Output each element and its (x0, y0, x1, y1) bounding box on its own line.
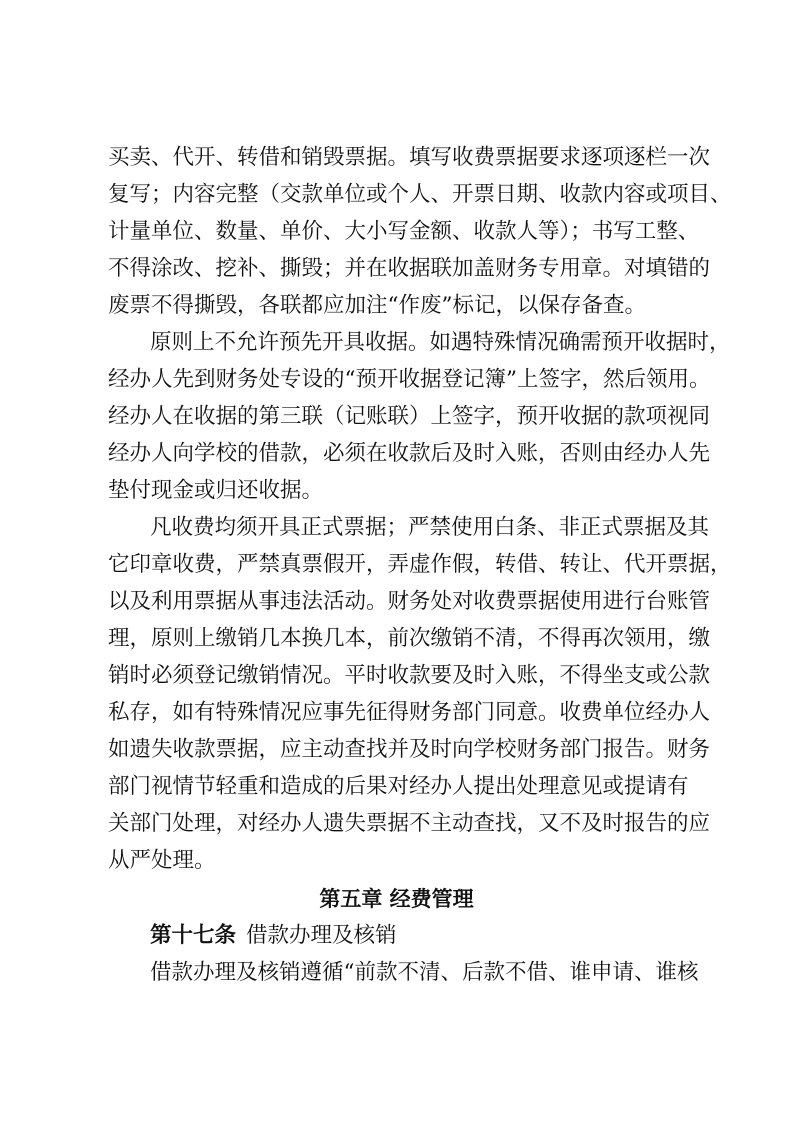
paragraph-2-line-5: 垫付现金或归还收据。 (108, 478, 324, 503)
article-title: 借款办理及核销 (246, 923, 397, 948)
paragraph-3-line-4: 理，原则上缴销几本换几本，前次缴销不清，不得再次领用，缴 (108, 626, 711, 651)
paragraph-2-line-4: 经办人向学校的借款，必须在收款后及时入账，否则由经办人先 (108, 441, 711, 466)
paragraph-1-line-4: 不得涂改、挖补、撕毁；并在收据联加盖财务专用章。对填错的 (108, 256, 711, 281)
paragraph-3-line-2: 它印章收费，严禁真票假开，弄虚作假，转借、转让、代开票据， (108, 552, 732, 577)
paragraph-1-line-3: 计量单位、数量、单价、大小写金额、收款人等）；书写工整、 (108, 219, 700, 244)
paragraph-3-line-9: 关部门处理，对经办人遗失票据不主动查找，又不及时报告的应 (108, 811, 711, 836)
paragraph-2-line-3: 经办人在收据的第三联（记账联）上签字，预开收据的款项视同 (108, 404, 711, 429)
paragraph-2-line-2: 经办人先到财务处专设的“预开收据登记簿”上签字，然后领用。 (108, 367, 711, 392)
chapter-title: 第五章 经费管理 (319, 887, 474, 911)
paragraph-1-line-5: 废票不得撕毁，各联都应加注“作废”标记，以保存备查。 (108, 293, 646, 318)
paragraph-1-line-2: 复写；内容完整（交款单位或个人、开票日期、收款内容或项目、 (108, 182, 732, 207)
paragraph-3-line-8: 部门视情节轻重和造成的后果对经办人提出处理意见或提请有 (108, 774, 689, 799)
paragraph-3-line-6: 私存，如有特殊情况应事先征得财务部门同意。收费单位经办人 (108, 700, 711, 725)
paragraph-3-line-5: 销时必须登记缴销情况。平时收款要及时入账，不得坐支或公款 (108, 663, 711, 688)
paragraph-1-line-1: 买卖、代开、转借和销毁票据。填写收费票据要求逐项逐栏一次 (108, 145, 711, 170)
article-body-line-1: 借款办理及核销遵循“前款不清、后款不借、谁申请、谁核 (150, 960, 699, 985)
paragraph-3-line-10: 从严处理。 (108, 848, 216, 873)
paragraph-3-line-7: 如遗失收款票据，应主动查找并及时向学校财务部门报告。财务 (108, 737, 711, 762)
paragraph-2-line-1: 原则上不允许预先开具收据。如遇特殊情况确需预开收据时， (150, 330, 731, 355)
article-number: 第十七条 (150, 923, 237, 948)
paragraph-3-line-3: 以及利用票据从事违法活动。财务处对收费票据使用进行台账管 (108, 589, 711, 614)
paragraph-3-line-1: 凡收费均须开具正式票据；严禁使用白条、非正式票据及其 (150, 515, 710, 540)
article-heading (150, 921, 397, 951)
